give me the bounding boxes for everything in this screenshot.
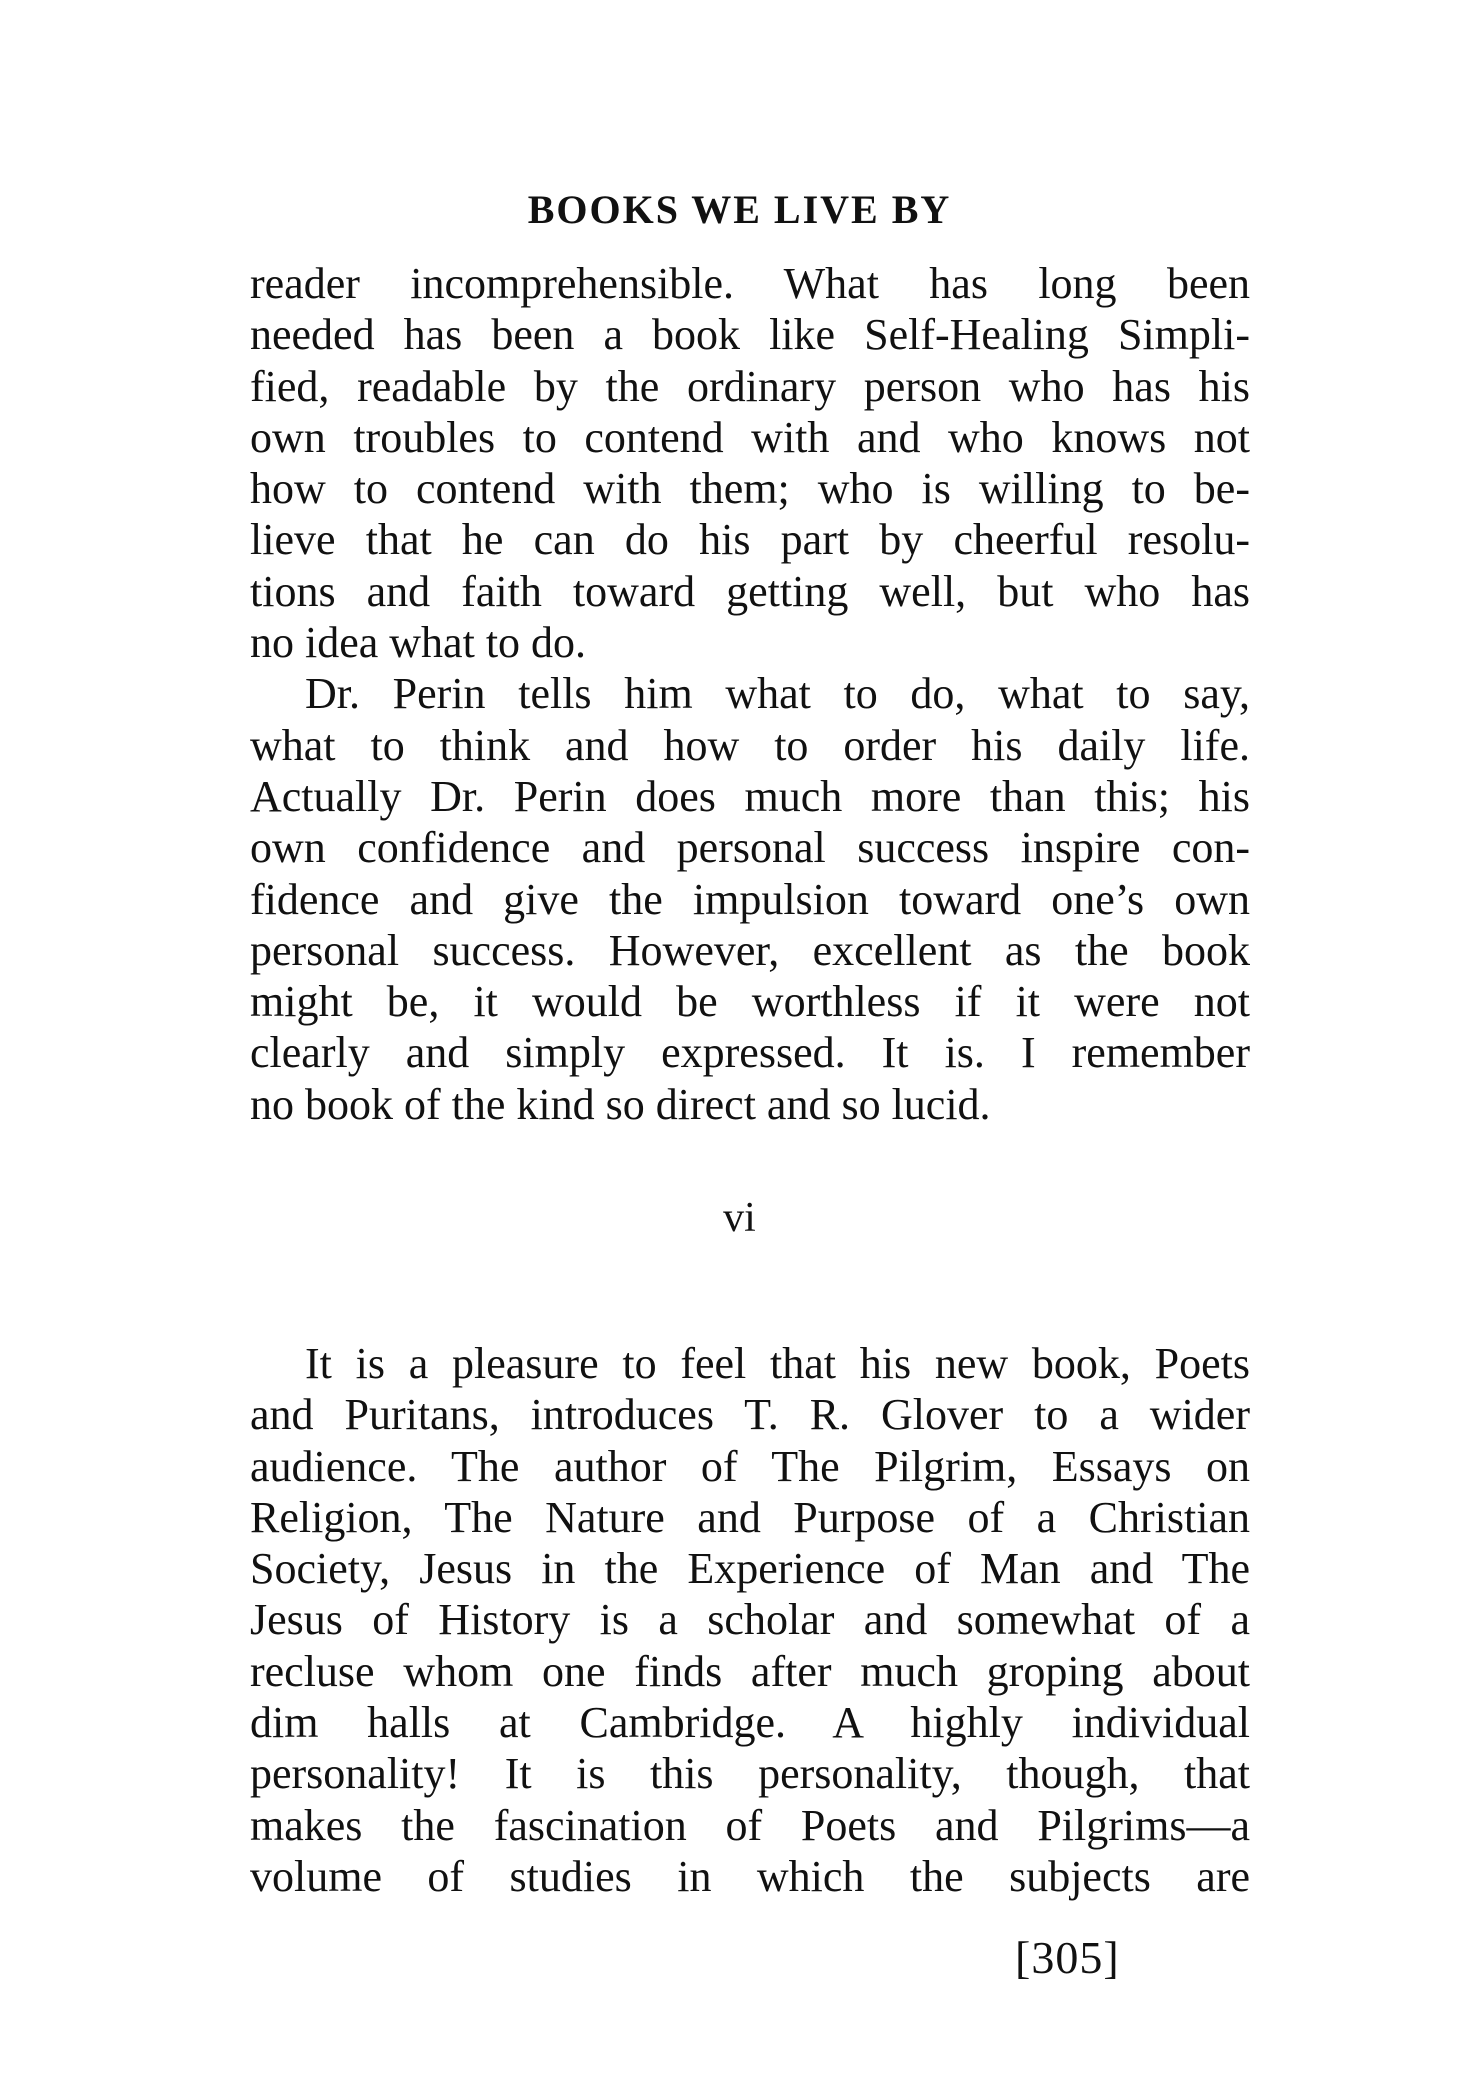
text-line: personal success. However, excellent as the book [250, 925, 1250, 975]
text-line: might be, it would be worthless if it were not [250, 977, 1250, 1027]
text-block-upper [250, 258, 1250, 1130]
text-line: personality! It is this personality, though, that [250, 1749, 1250, 1799]
text-line: no book of the kind so direct and so lucid. [250, 1079, 991, 1129]
text-line: Actually Dr. Perin does much more than this; his [250, 771, 1250, 821]
text-line: clearly and simply expressed. It is. I remember [250, 1028, 1250, 1078]
text-line: Jesus of History is a scholar and somewhat of a [250, 1595, 1250, 1645]
text-line: how to contend with them; who is willing to be- [250, 464, 1250, 514]
text-line: needed has been a book like Self-Healing Simpli- [250, 310, 1250, 360]
text-line: own troubles to contend with and who knows not [250, 412, 1250, 462]
text-line: lieve that he can do his part by cheerful resolu- [250, 515, 1250, 565]
text-line: Religion, The Nature and Purpose of a Christian [250, 1492, 1250, 1542]
running-head: BOOKS WE LIVE BY [527, 187, 952, 232]
text-line: Dr. Perin tells him what to do, what to say, [305, 669, 1250, 719]
text-line: own confidence and personal success inspire con- [250, 823, 1250, 873]
text-line: makes the fascination of Poets and Pilgrims—a [250, 1800, 1250, 1850]
text-line: no idea what to do. [250, 618, 587, 668]
text-line: dim halls at Cambridge. A highly individual [250, 1698, 1250, 1748]
text-line: audience. The author of The Pilgrim, Essays on [250, 1441, 1250, 1491]
text-line: volume of studies in which the subjects are [250, 1851, 1250, 1901]
text-line: fied, readable by the ordinary person who has his [250, 361, 1250, 411]
text-line: fidence and give the impulsion toward one’s own [250, 874, 1250, 924]
text-line: and Puritans, introduces T. R. Glover to a wider [250, 1390, 1250, 1440]
page-number: [305] [1015, 1932, 1120, 1983]
text-line: Society, Jesus in the Experience of Man and The [250, 1544, 1250, 1594]
text-line: recluse whom one finds after much groping about [250, 1646, 1250, 1696]
text-line: reader incomprehensible. What has long been [250, 259, 1250, 308]
text-line: what to think and how to order his daily life. [250, 720, 1250, 770]
section-number: vi [723, 1195, 756, 1241]
text-block-lower [250, 1338, 1250, 1902]
text-line: It is a pleasure to feel that his new book, Poets [305, 1339, 1250, 1388]
text-line: tions and faith toward getting well, but who has [250, 566, 1250, 616]
